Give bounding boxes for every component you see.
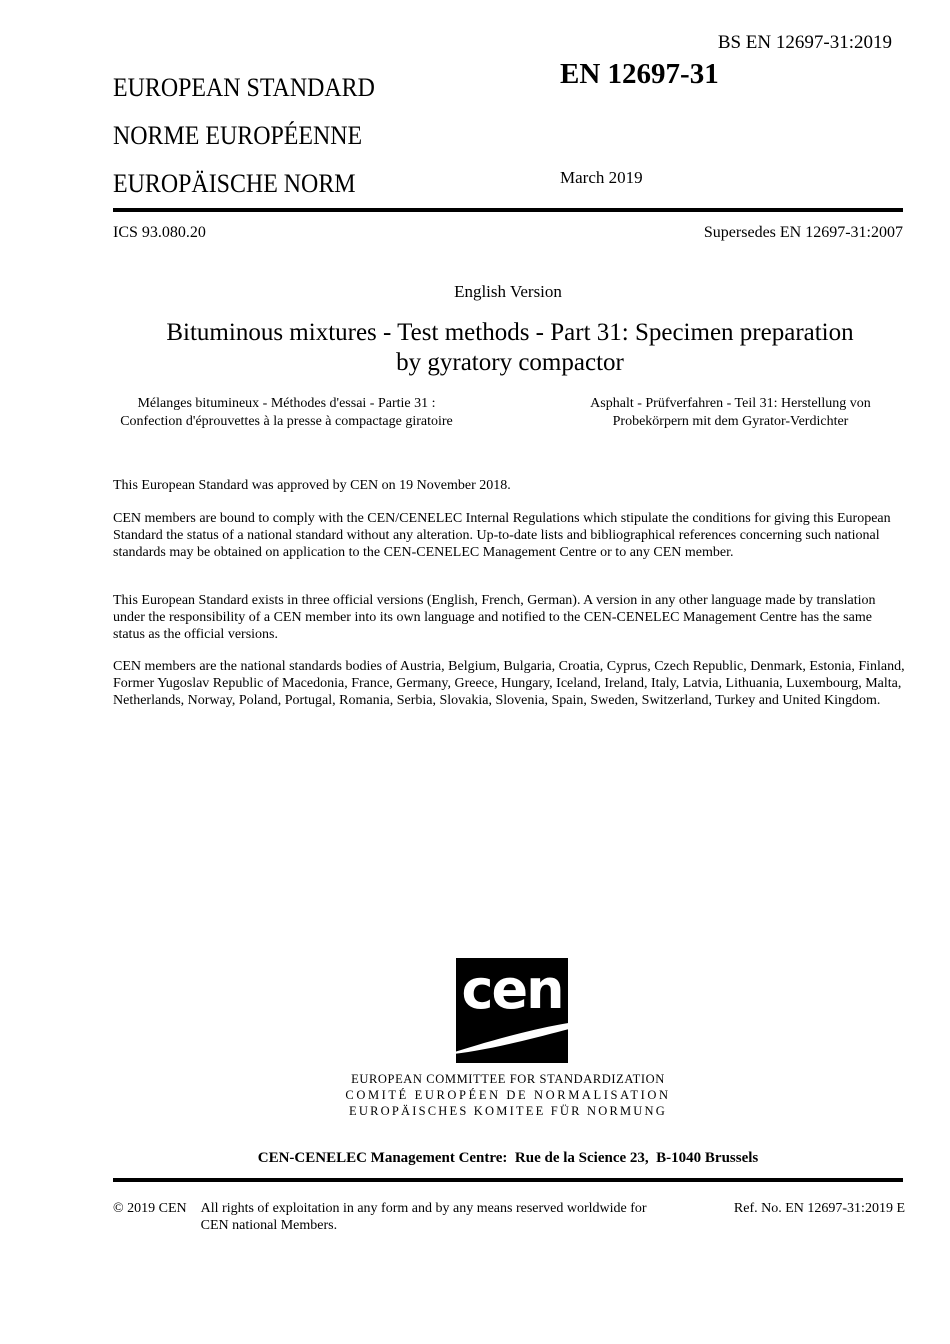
committee-line-french: COMITÉ EUROPÉEN DE NORMALISATION [345, 1088, 671, 1102]
committee-line-german: EUROPÄISCHES KOMITEE FÜR NORMUNG [349, 1104, 667, 1118]
publication-date: March 2019 [560, 168, 643, 187]
page-title: Bituminous mixtures - Test methods - Part 31: Specimen preparation by gyratory compactor [166, 319, 854, 376]
footer [113, 1200, 905, 1234]
paragraph-members: CEN members are the national standards bodies of Austria, Belgium, Bulgaria, Croatia, Cyprus, Czech Republic, Denmark, Estonia, Finland, Former Yugoslav Republic of Macedonia, France, Germany, Greece, Hungary, Iceland, Ireland, Italy, Latvia, Lithuania, Luxembourg, Malta, Netherlands, Norway, Poland, Portugal, Romania, Serbia, Slovakia, Slovenia, Spain, Sweden, Switzerland, Turkey and United Kingdom. [113, 659, 905, 708]
paragraph-versions: This European Standard exists in three official versions (English, French, German). A version in any other language made by translation under the responsibility of a CEN member into its own language and notified to the CEN-CENELEC Management Centre has the same status as the official versions. [113, 593, 876, 642]
cen-logo [417, 956, 622, 1068]
rights-statement: All rights of exploitation in any form and by any means reserved worldwide for CEN national Members. [200, 1201, 647, 1233]
subtitle-row [113, 395, 903, 431]
subtitle-french: Mélanges bitumineux - Méthodes d'essai - Partie 31 : Confection d'éprouvettes à la presse à compactage giratoire [120, 396, 453, 429]
doc-ref: BS EN 12697-31:2019 [717, 32, 892, 53]
paragraph-approval: This European Standard was approved by CEN on 19 November 2018. [113, 478, 511, 493]
paragraph-regulations: CEN members are bound to comply with the CEN/CENELEC Internal Regulations which stipulate the conditions for giving this European Standard the status of a national standard without any alteration. Up-to-date lists and bibliographical references concerning such national standards may be obtained on application to the CEN-CENELEC Management Centre or to any CEN member. [113, 511, 891, 560]
standard-title-german: EUROPÄISCHE NORM [113, 169, 356, 198]
committee-line-english: EUROPEAN COMMITTEE FOR STANDARDIZATION [351, 1072, 665, 1086]
reference-number: Ref. No. EN 12697-31:2019 E [733, 1201, 905, 1216]
standard-title-block [113, 64, 398, 208]
management-centre-address: CEN-CENELEC Management Centre: Rue de la Science 23, B-1040 Brussels [257, 1150, 759, 1166]
standard-title-english: EUROPEAN STANDARD [113, 73, 375, 102]
header-divider [113, 208, 903, 212]
copyright-notice: © 2019 CEN [113, 1201, 187, 1216]
supersedes-note: Supersedes EN 12697-31:2007 [703, 224, 903, 241]
committee-block [113, 1071, 903, 1119]
version-label: English Version [454, 282, 562, 301]
standard-number: EN 12697-31 [560, 58, 719, 90]
footer-divider [113, 1178, 903, 1182]
subtitle-german: Asphalt - Prüfverfahren - Teil 31: Herstellung von Probekörpern mit dem Gyrator-Verdichter [590, 396, 871, 429]
standard-title-french: NORME EUROPÉENNE [113, 121, 363, 150]
ics-code: ICS 93.080.20 [113, 224, 206, 241]
cen-logo-text: cen [461, 958, 563, 1021]
ics-row [113, 224, 903, 242]
